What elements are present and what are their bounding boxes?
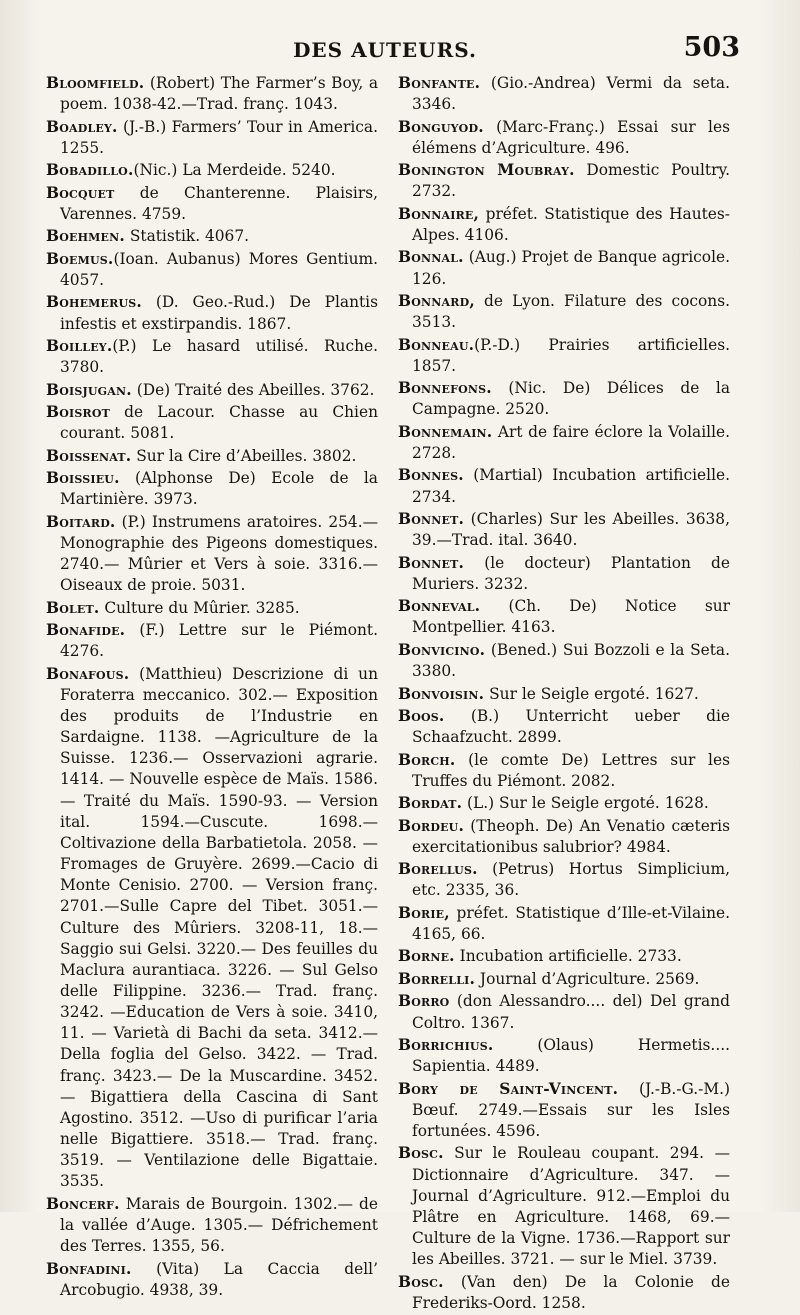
- author-name: Bonnes.: [398, 466, 464, 485]
- index-entry: [46, 336, 378, 378]
- entry-text: de Chanterenne. Plaisirs, Varennes. 4759.: [60, 183, 378, 223]
- index-entry: [46, 620, 378, 662]
- index-entry: [398, 378, 730, 420]
- entry-text: (P.) Instrumens aratoires. 254.—Monographie des Pigeons domestiques. 2740.— Mûrier et Vers à soie. 3316.—Oiseaux de proie. 5031.: [60, 512, 378, 595]
- index-entry: [46, 598, 378, 619]
- author-name: Borrelli.: [398, 969, 476, 988]
- index-entry: [398, 793, 730, 814]
- index-entry: [398, 946, 730, 967]
- index-entry: [46, 1259, 378, 1301]
- author-name: Bonington Moubray.: [398, 161, 575, 180]
- author-name: Boilley.: [46, 336, 113, 355]
- author-name: Bory de Saint-Vincent.: [398, 1079, 619, 1098]
- author-name: Bonnard,: [398, 292, 475, 311]
- index-entry: [46, 226, 378, 247]
- index-entry: [398, 73, 730, 115]
- entry-text: (Marc-Franç.) Essai sur les élémens d’Agriculture. 496.: [412, 117, 730, 157]
- entry-text: (Charles) Sur les Abeilles. 3638, 39.—Trad. ital. 3640.: [412, 510, 730, 550]
- entry-text: Journal d’Agriculture. 2569.: [475, 969, 700, 988]
- entry-text: Marais de Bourgoin. 1302.— de la vallée d’Auge. 1305.— Défrichement des Terres. 1355, 56.: [60, 1194, 378, 1256]
- index-entry: [398, 1143, 730, 1270]
- author-name: Bohemerus.: [46, 293, 142, 312]
- index-entry: [46, 446, 378, 467]
- author-name: Boisjugan.: [46, 380, 132, 399]
- author-name: Bobadillo.: [46, 161, 134, 180]
- entry-text: Sur la Cire d’Abeilles. 3802.: [131, 446, 357, 465]
- author-name: Borellus.: [398, 860, 478, 879]
- entry-text: (Gio.-Andrea) Vermi da seta. 3346.: [412, 74, 730, 114]
- right-column: [398, 73, 730, 1315]
- author-name: Bonvicino.: [398, 640, 486, 659]
- author-name: Bonafous.: [46, 664, 130, 683]
- entry-text: Culture du Mûrier. 3285.: [99, 598, 300, 617]
- entry-text: (don Alessandro.... del) Del grand Coltro. 1367.: [412, 992, 730, 1032]
- index-entry: [398, 291, 730, 333]
- author-name: Bosc.: [398, 1272, 444, 1291]
- author-name: Bloomfield.: [46, 74, 145, 92]
- author-name: Boisrot: [46, 403, 110, 422]
- entry-text: (J.-B.) Farmers’ Tour in America. 1255.: [60, 117, 378, 157]
- author-name: Bonnal.: [398, 248, 464, 267]
- entry-text: (De) Traité des Abeilles. 3762.: [131, 380, 375, 399]
- author-name: Bonfadini.: [46, 1259, 132, 1278]
- entry-text: (F.) Lettre sur le Piémont. 4276.: [60, 621, 378, 661]
- author-name: Bosc.: [398, 1144, 444, 1163]
- entry-text: préfet. Statistique des Hautes-Alpes. 4106.: [412, 204, 730, 244]
- author-name: Bolet.: [46, 598, 100, 617]
- entry-text: (D. Geo.-Rud.) De Plantis infestis et exstirpandis. 1867.: [60, 293, 378, 333]
- entry-text: Domestic Poultry. 2732.: [412, 161, 730, 201]
- author-name: Boehmen.: [46, 227, 125, 246]
- author-name: Bonafide.: [46, 621, 126, 640]
- entry-text: Sur le Seigle ergoté. 1627.: [484, 684, 699, 703]
- entry-text: (P.) Le hasard utilisé. Ruche. 3780.: [60, 336, 378, 377]
- index-entry: [398, 1035, 730, 1077]
- index-entry: [398, 969, 730, 990]
- page-number: 503: [683, 32, 740, 63]
- index-entry: [46, 73, 378, 115]
- author-name: Bonnet.: [398, 553, 465, 572]
- index-entry: [46, 512, 378, 597]
- entry-text: (Vita) La Caccia dell’ Arcobugio. 4938, 39.: [60, 1259, 378, 1299]
- left-column: [46, 73, 378, 1302]
- author-name: Borne.: [398, 947, 455, 966]
- entry-text: Statistik. 4067.: [124, 227, 250, 246]
- entry-text: (J.-B.-G.-M.) Bœuf. 2749.—Essais sur les Isles fortunées. 4596.: [412, 1079, 730, 1140]
- entry-text: de Lacour. Chasse au Chien courant. 5081.: [60, 403, 378, 443]
- author-name: Bonnet.: [398, 510, 465, 529]
- index-entry: [398, 1272, 730, 1314]
- author-name: Boemus.: [46, 249, 114, 268]
- index-entry: [46, 160, 378, 181]
- index-entry: [398, 335, 730, 377]
- entry-text: (P.-D.) Prairies artificielles. 1857.: [412, 335, 730, 375]
- page-header: [30, 30, 740, 70]
- index-entry: [46, 183, 378, 225]
- index-entry: [46, 292, 378, 334]
- entry-text: (Aug.) Projet de Banque agricole. 126.: [412, 248, 730, 288]
- entry-text: de Lyon. Filature des cocons. 3513.: [412, 292, 730, 332]
- author-name: Bordeu.: [398, 816, 465, 835]
- author-name: Bonneau.: [398, 335, 475, 354]
- entry-text: (Alphonse De) Ecole de la Martinière. 3973.: [60, 469, 378, 509]
- index-entry: [46, 664, 378, 1193]
- index-entry: [398, 640, 730, 682]
- entry-text: Sur le Rouleau coupant. 294. — Dictionnaire d’Agriculture. 347. — Journal d’Agriculture. 912.—Emploi du Plâtre en Agriculture. 1468, 69.— Culture de la Vigne. 1736.—Rapport sur les Abeilles. 3721. — sur le Miel. 3739.: [412, 1144, 730, 1269]
- entry-text: (Van den) De la Colonie de Frederiks-Oord. 1258.: [412, 1272, 730, 1312]
- author-name: Bonneval.: [398, 597, 481, 616]
- index-entry: [398, 553, 730, 595]
- entry-text: (Robert) The Farmer’s Boy, a poem. 1038-42.—Trad. franç. 1043.: [60, 74, 378, 114]
- entry-text: (L.) Sur le Seigle ergoté. 1628.: [462, 794, 709, 813]
- index-entry: [398, 422, 730, 464]
- author-name: Borrichius.: [398, 1036, 494, 1054]
- entry-text: (B.) Unterricht ueber die Schaafzucht. 2899.: [412, 706, 730, 747]
- entry-text: (Nic.) La Merdeide. 5240.: [133, 161, 336, 180]
- index-entry: [46, 468, 378, 510]
- index-entry: [46, 117, 378, 159]
- entry-text: (Ioan. Aubanus) Mores Gentium. 4057.: [60, 249, 378, 289]
- author-name: Borro: [398, 992, 450, 1011]
- author-name: Bocquet: [46, 183, 115, 202]
- author-name: Boissenat.: [46, 446, 132, 465]
- index-entry: [398, 1079, 730, 1142]
- index-entry: [46, 402, 378, 444]
- running-title: DES AUTEURS.: [293, 38, 477, 62]
- author-name: Bonguyod.: [398, 117, 484, 136]
- author-name: Bonnemain.: [398, 422, 493, 441]
- entry-text: (Petrus) Hortus Simplicium, etc. 2335, 36.: [412, 860, 730, 900]
- index-entry: [398, 684, 730, 705]
- index-entry: [398, 903, 730, 945]
- entry-text: préfet. Statistique d’Ille-et-Vilaine. 4165, 66.: [412, 903, 730, 944]
- entry-text: Incubation artificielle. 2733.: [454, 947, 682, 966]
- index-entry: [398, 509, 730, 551]
- author-name: Bonfante.: [398, 74, 481, 92]
- author-name: Borch.: [398, 750, 456, 769]
- index-entry: [46, 380, 378, 401]
- index-entry: [398, 247, 730, 289]
- entry-text: (Martial) Incubation artificielle. 2734.: [412, 466, 730, 506]
- index-entry: [398, 750, 730, 792]
- entry-text: (le docteur) Plantation de Muriers. 3232.: [412, 553, 730, 593]
- author-name: Borie,: [398, 903, 450, 922]
- index-entry: [46, 1194, 378, 1257]
- index-entry: [398, 465, 730, 507]
- author-name: Boitard.: [46, 512, 116, 531]
- entry-text: (Nic. De) Délices de la Campagne. 2520.: [412, 379, 730, 419]
- index-entry: [398, 859, 730, 901]
- author-name: Bordat.: [398, 794, 463, 813]
- index-entry: [398, 160, 730, 202]
- index-entry: [398, 204, 730, 246]
- author-name: Boos.: [398, 706, 445, 725]
- entry-text: (Matthieu) Descrizione di un Foraterra meccanico. 302.— Exposition des produits de l’Industrie en Sardaigne. 1138. —Agriculture de la Suisse. 1236.— Osservazioni agrarie. 1414. — Nouvelle espèce de Maïs. 1586. — Traité du Maïs. 1590-93. — Version ital. 1594.—Cuscute. 1698.— Coltivazione della Barbatietola. 2058. —Fromages de Gruyère. 2699.—Cacio di Monte Cenisio. 2700. — Version franç. 2701.—Sulle Capre del Tibet. 3051.—Culture des Mûriers. 3208-11, 18.— Saggio sui Gelsi. 3220.— Des feuilles du Maclura aurantiaca. 3226. — Sul Gelso delle Filippine. 3236.— Trad. franç. 3242. —Education de Vers à soie. 3410, 11. — Varietà di Bachi da seta. 3412.—Della foglia del Gelso. 3422. — Trad. franç. 3423.— De la Muscardine. 3452.— Bigattiera della Cascina di Sant Agostino. 3512. —Uso di purificar l’aria nelle Bigattiere. 3518.— Trad. franç. 3519. — Ventilazione delle Bigattaie. 3535.: [60, 664, 378, 1191]
- author-name: Bonvoisin.: [398, 684, 485, 703]
- index-entry: [398, 596, 730, 638]
- author-name: Boadley.: [46, 117, 118, 136]
- entry-text: Art de faire éclore la Volaille. 2728.: [412, 422, 730, 463]
- entry-text: (Bened.) Sui Bozzoli e la Seta. 3380.: [412, 640, 730, 681]
- index-entry: [398, 816, 730, 858]
- index-entry: [398, 991, 730, 1033]
- index-entry: [398, 706, 730, 748]
- author-name: Bonnefons.: [398, 379, 492, 398]
- entry-text: (Ch. De) Notice sur Montpellier. 4163.: [412, 597, 730, 637]
- entry-text: (Olaus) Hermetis.... Sapientia. 4489.: [412, 1036, 730, 1076]
- index-entry: [398, 117, 730, 159]
- entry-text: (Theoph. De) An Venatio cæteris exercitationibus salubrior? 4984.: [412, 816, 730, 856]
- entry-text: (le comte De) Lettres sur les Truffes du Piémont. 2082.: [412, 750, 730, 790]
- author-name: Boncerf.: [46, 1194, 120, 1213]
- index-entry: [46, 249, 378, 291]
- author-name: Boissieu.: [46, 469, 120, 488]
- author-name: Bonnaire,: [398, 204, 480, 223]
